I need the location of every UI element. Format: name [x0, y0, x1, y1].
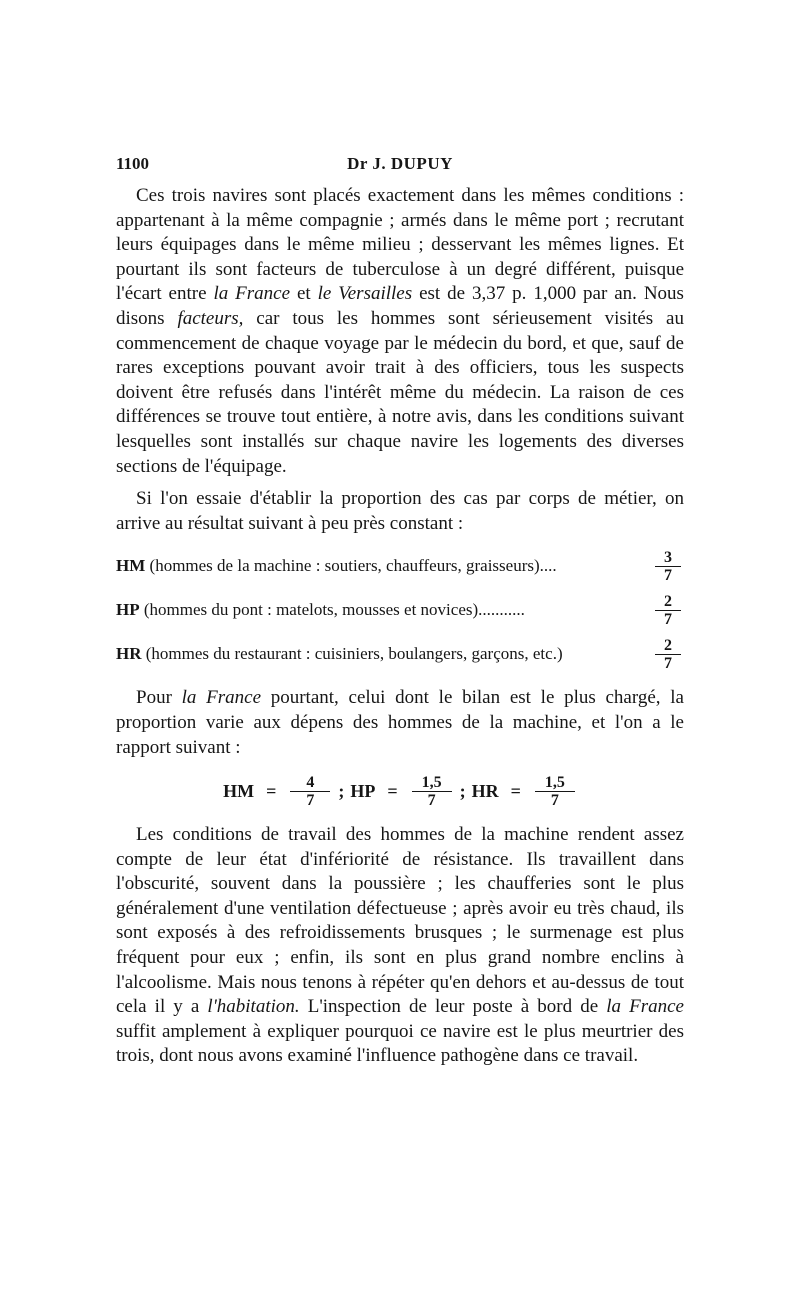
equals-sign: =: [510, 781, 521, 802]
ratio-row-hm: [116, 544, 684, 588]
paragraph-4: [116, 823, 684, 1069]
page-number: 1100: [116, 154, 150, 173]
ship-name-la-france: la France: [213, 283, 291, 305]
fraction-numerator: 4: [290, 774, 330, 792]
fraction-numerator: 1,5: [535, 774, 575, 792]
emphasis-habitation: l'habitation.: [207, 996, 300, 1018]
ratio-row-hp: [116, 588, 684, 632]
paragraph-4-text-b: L'inspection de leur poste à bord de: [299, 996, 607, 1018]
formula-hm-label: HM: [223, 781, 255, 802]
formula-hp-fraction: [410, 774, 454, 809]
ship-name-la-france: la France: [606, 996, 684, 1018]
fraction-numerator: 2: [655, 637, 681, 655]
fraction-denominator: 7: [306, 792, 315, 810]
formula-hm-fraction: [288, 774, 332, 809]
ratio-code: HP: [116, 600, 140, 620]
paragraph-4-text-a: Les conditions de travail des hommes de la machine rendent assez compte de leur état d'infériorité de résistance. Ils travaillent dans l'obscurité, souvent dans la poussière ; les chaufferies sont le plus généralement d'une ventilation défectueuse ; après avoir eu très chaud, ils sont exposés à des refroidissements brusques ; le surmenage est plus fréquent pour eux ; enfin, ils sont en plus grand nombre enclins à l'alcoolisme. Mais nous tenons à répéter qu'en dehors et au-dessus de tout cela il y a: [116, 824, 684, 1018]
ratio-formula: [116, 774, 684, 809]
fraction-denominator: 7: [664, 654, 672, 672]
separator: ;: [459, 781, 466, 802]
running-head-author: Dr J. DUPUY: [347, 154, 453, 173]
formula-hr-label: HR: [471, 781, 499, 802]
paragraph-1: [116, 184, 684, 479]
fraction-numerator: 2: [655, 593, 681, 611]
paragraph-1-text-b: est de 3,37 p. 1,000 par an. Nous disons: [116, 283, 684, 329]
fraction-denominator: 7: [550, 792, 559, 810]
paragraph-2: Si l'on essaie d'établir la proportion des cas par corps de métier, on arrive au résultat suivant à peu près constant :: [116, 488, 684, 534]
formula-hr-fraction: [533, 774, 577, 809]
ratio-label: (hommes de la machine : soutiers, chauffeurs, graisseurs)....: [145, 556, 557, 576]
fraction-denominator: 7: [664, 610, 672, 628]
equals-sign: =: [266, 781, 277, 802]
ship-name-le-versailles: le Versailles: [317, 283, 413, 305]
fraction-numerator: 3: [655, 549, 681, 567]
paragraph-4-text-c: suffit amplement à expliquer pourquoi ce navire est le plus meurtrier des trois, dont nous avons examiné l'influence pathogène dans ce travail.: [116, 1020, 684, 1067]
ratio-code: HR: [116, 644, 142, 664]
ratio-fraction: [652, 593, 684, 628]
ratio-fraction: [652, 549, 684, 584]
ratio-label: (hommes du pont : matelots, mousses et novices)...........: [139, 600, 525, 620]
paragraph-1-text-a: Ces trois navires sont placés exactement dans les mêmes conditions : appartenant à la même compagnie ; armés dans le même port ; recrutant leurs équipages dans le même milieu ; desservant les mêmes lignes. Et pourtant ils sont facteurs de tuberculose à un degré différent, puisque l'écart entre: [116, 185, 684, 305]
paragraph-1-text-c: car tous les hommes sont sérieusement visités au commencement de chaque voyage par le médecin du bord, et que, sauf de rares exceptions pouvant avoir trait à des officiers, tous les suspects doivent être refusés dans l'intérêt même du médecin. La raison de ces différences se trouve tout entière, à notre avis, dans les conditions suivant lesquelles sont installés sur chaque navire les logements des diverses sections de l'équipage.: [116, 307, 684, 477]
paragraph-1-conj: et: [290, 283, 318, 305]
equals-sign: =: [387, 781, 398, 802]
emphasis-facteurs: facteurs,: [177, 307, 244, 329]
ratio-fraction: [652, 637, 684, 672]
ship-name-la-france: la France: [181, 687, 261, 709]
fraction-denominator: 7: [664, 566, 672, 584]
paragraph-3-text-a: Pour: [136, 687, 182, 709]
fraction-denominator: 7: [427, 792, 436, 810]
ratio-code: HM: [116, 556, 146, 576]
fraction-numerator: 1,5: [412, 774, 452, 792]
body-text: [116, 184, 684, 1069]
separator: ;: [338, 781, 345, 802]
formula-hp-label: HP: [350, 781, 376, 802]
ratio-list: [116, 544, 684, 676]
paragraph-3: [116, 686, 684, 760]
ratio-row-hr: [116, 632, 684, 676]
paragraph-3-text-b: pourtant, celui dont le bilan est le plus chargé, la proportion varie aux dépens des hommes de la machine, et l'on a le rapport suivant :: [116, 687, 684, 758]
ratio-label: (hommes du restaurant : cuisiniers, boulangers, garçons, etc.): [141, 644, 563, 664]
